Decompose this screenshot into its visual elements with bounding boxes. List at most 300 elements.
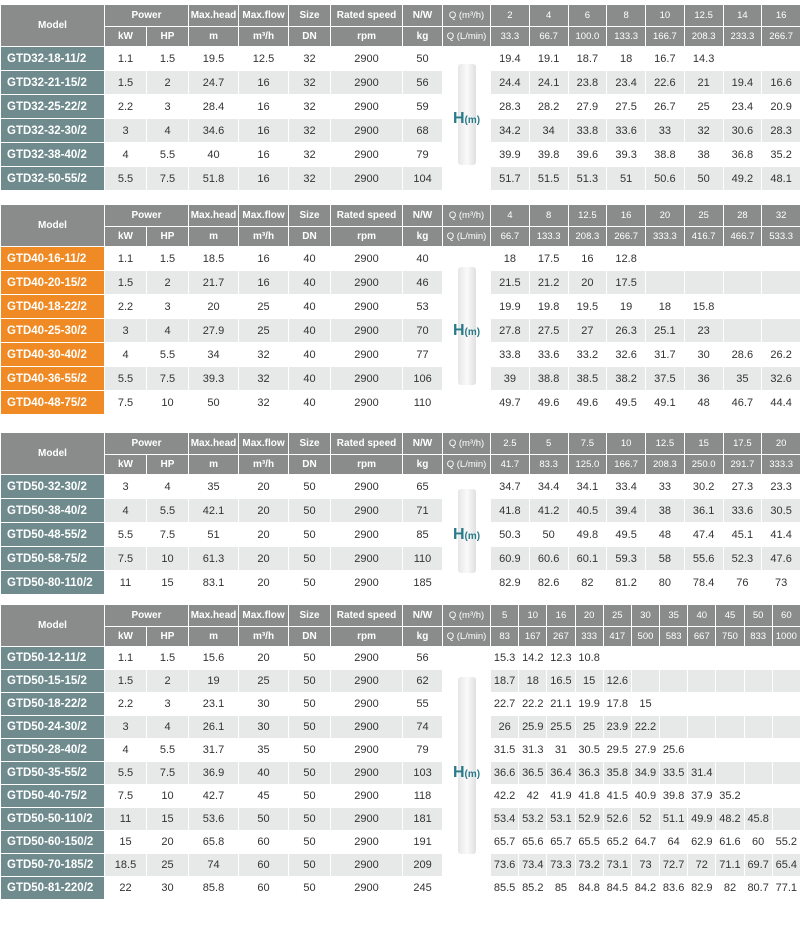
head-value: 64 — [660, 831, 688, 854]
head-value: 38.5 — [568, 367, 607, 391]
hp-header: HP — [147, 455, 189, 475]
hp-value: 1.5 — [147, 647, 189, 670]
head-value: 41.9 — [547, 785, 575, 808]
q-m3h-label: Q (m³/h) — [443, 605, 491, 627]
hp-value: 7.5 — [147, 167, 189, 191]
nw-value: 46 — [403, 271, 443, 295]
q-lmin-label: Q (L/min) — [443, 227, 491, 247]
head-value: 14.3 — [684, 47, 723, 71]
model-name: GTD50-24-30/2 — [1, 716, 105, 739]
head-value: 65.7 — [491, 831, 519, 854]
hp-value: 3 — [147, 295, 189, 319]
head-value: 78.4 — [684, 571, 723, 595]
head-symbol-unit: (m) — [464, 326, 481, 338]
maxflow-value: 16 — [239, 167, 289, 191]
head-value: 51.1 — [660, 808, 688, 831]
maxhead-unit: m — [189, 27, 239, 47]
head-value: 32.6 — [762, 367, 800, 391]
nw-value: 56 — [403, 647, 443, 670]
maxhead-value: 19 — [189, 670, 239, 693]
head-value: 36.3 — [575, 762, 603, 785]
q-m3h-value: 60 — [772, 605, 800, 627]
maxhead-value: 36.9 — [189, 762, 239, 785]
maxflow-value: 25 — [239, 319, 289, 343]
maxhead-value: 26.1 — [189, 716, 239, 739]
head-value — [684, 247, 723, 271]
head-value: 33.6 — [723, 499, 762, 523]
table-row — [1, 391, 800, 415]
head-value: 49.1 — [646, 391, 685, 415]
head-value: 39.6 — [568, 143, 607, 167]
nw-header: N/W — [403, 205, 443, 227]
q-lmin-value: 208.3 — [568, 227, 607, 247]
hp-value: 2 — [147, 271, 189, 295]
head-value: 33.8 — [568, 119, 607, 143]
maxhead-value: 28.4 — [189, 95, 239, 119]
q-lmin-value: 33.3 — [491, 27, 530, 47]
head-value: 52.3 — [723, 547, 762, 571]
nw-value: 209 — [403, 854, 443, 877]
kw-value: 22 — [105, 877, 147, 900]
model-name: GTD40-20-15/2 — [1, 271, 105, 295]
maxflow-value: 32 — [239, 367, 289, 391]
size-value: 40 — [289, 295, 331, 319]
q-lmin-value: 416.7 — [684, 227, 723, 247]
nw-value: 55 — [403, 693, 443, 716]
q-m3h-value: 5 — [491, 605, 519, 627]
head-value: 76 — [723, 571, 762, 595]
kw-value: 1.1 — [105, 247, 147, 271]
head-value — [762, 47, 800, 71]
kw-value: 11 — [105, 571, 147, 595]
speed-value: 2900 — [331, 367, 403, 391]
size-value: 40 — [289, 319, 331, 343]
kw-value: 2.2 — [105, 95, 147, 119]
head-symbol-unit: (m) — [464, 530, 481, 542]
head-value — [716, 762, 744, 785]
model-name: GTD32-32-30/2 — [1, 119, 105, 143]
q-m3h-value: 12.5 — [646, 433, 685, 455]
q-m3h-value: 12.5 — [568, 205, 607, 227]
q-lmin-value: 266.7 — [762, 27, 800, 47]
head-value: 52.9 — [575, 808, 603, 831]
size-unit: DN — [289, 27, 331, 47]
q-lmin-value: 125.0 — [568, 455, 607, 475]
head-value: 39 — [491, 367, 530, 391]
q-lmin-value: 166.7 — [607, 455, 646, 475]
head-value: 60.1 — [568, 547, 607, 571]
head-value: 25.5 — [547, 716, 575, 739]
header-row-1 — [1, 205, 800, 227]
head-value: 36.6 — [491, 762, 519, 785]
size-value: 50 — [289, 647, 331, 670]
head-value: 73.1 — [603, 854, 631, 877]
size-value: 32 — [289, 119, 331, 143]
head-value: 82 — [716, 877, 744, 900]
q-m3h-value: 2.5 — [491, 433, 530, 455]
head-symbol-letter: H — [452, 525, 465, 543]
kw-value: 1.1 — [105, 47, 147, 71]
table-row — [1, 716, 800, 739]
q-m3h-value: 35 — [660, 605, 688, 627]
kw-value: 1.5 — [105, 670, 147, 693]
head-value — [723, 47, 762, 71]
head-value: 33.6 — [607, 119, 646, 143]
head-value: 19.5 — [568, 295, 607, 319]
hp-value: 1.5 — [147, 47, 189, 71]
kw-value: 4 — [105, 143, 147, 167]
head-value: 38.8 — [646, 143, 685, 167]
head-value: 49.8 — [568, 523, 607, 547]
head-symbol — [443, 322, 490, 340]
hp-value: 2 — [147, 670, 189, 693]
hp-value: 2 — [147, 71, 189, 95]
kw-header: kW — [105, 627, 147, 647]
maxflow-value: 32 — [239, 343, 289, 367]
head-value: 47.4 — [684, 523, 723, 547]
nw-value: 40 — [403, 247, 443, 271]
table-row — [1, 71, 800, 95]
head-value: 49.6 — [529, 391, 568, 415]
spec-table-3 — [0, 432, 800, 595]
q-lmin-value: 333 — [575, 627, 603, 647]
hp-value: 20 — [147, 831, 189, 854]
maxflow-value: 35 — [239, 739, 289, 762]
maxhead-value: 34 — [189, 343, 239, 367]
spec-table-4 — [0, 604, 800, 900]
q-lmin-value: 100.0 — [568, 27, 607, 47]
speed-value: 2900 — [331, 523, 403, 547]
head-symbol-cell — [443, 47, 491, 191]
q-lmin-value: 66.7 — [491, 227, 530, 247]
head-value: 18 — [646, 295, 685, 319]
nw-value: 185 — [403, 571, 443, 595]
head-value: 31.3 — [519, 739, 547, 762]
head-value: 49.2 — [723, 167, 762, 191]
head-value: 27.5 — [529, 319, 568, 343]
head-value: 31.7 — [646, 343, 685, 367]
q-m3h-value: 45 — [716, 605, 744, 627]
head-symbol-unit: (m) — [464, 114, 481, 126]
head-value: 38 — [646, 499, 685, 523]
nw-value: 110 — [403, 391, 443, 415]
maxflow-value: 30 — [239, 716, 289, 739]
maxflow-value: 16 — [239, 247, 289, 271]
head-value — [660, 670, 688, 693]
model-header: Model — [1, 433, 105, 475]
maxhead-header: Max.head — [189, 205, 239, 227]
q-lmin-value: 83 — [491, 627, 519, 647]
table-row — [1, 571, 800, 595]
size-value: 40 — [289, 367, 331, 391]
maxflow-value: 12.5 — [239, 47, 289, 71]
model-name: GTD32-18-11/2 — [1, 47, 105, 71]
model-header: Model — [1, 205, 105, 247]
head-value: 59.3 — [607, 547, 646, 571]
maxhead-value: 20 — [189, 295, 239, 319]
head-value: 82.6 — [529, 571, 568, 595]
head-value: 15 — [631, 693, 659, 716]
head-symbol-unit: (m) — [464, 769, 481, 780]
head-value: 60.6 — [529, 547, 568, 571]
head-value: 27.8 — [491, 319, 530, 343]
table-row — [1, 785, 800, 808]
head-value: 51 — [607, 167, 646, 191]
q-m3h-value: 8 — [529, 205, 568, 227]
head-value: 39.4 — [607, 499, 646, 523]
kw-value: 2.2 — [105, 693, 147, 716]
nw-unit: kg — [403, 455, 443, 475]
q-lmin-value: 167 — [519, 627, 547, 647]
speed-value: 2900 — [331, 716, 403, 739]
q-m3h-value: 40 — [688, 605, 716, 627]
speed-value: 2900 — [331, 475, 403, 499]
kw-value: 5.5 — [105, 367, 147, 391]
head-value: 33.6 — [529, 343, 568, 367]
model-name: GTD40-36-55/2 — [1, 367, 105, 391]
size-value: 50 — [289, 523, 331, 547]
maxhead-value: 51.8 — [189, 167, 239, 191]
head-value: 73.3 — [547, 854, 575, 877]
kw-value: 18.5 — [105, 854, 147, 877]
head-value: 58 — [646, 547, 685, 571]
maxhead-value: 34.6 — [189, 119, 239, 143]
head-value — [762, 295, 800, 319]
head-value: 77.1 — [772, 877, 800, 900]
head-value: 48.2 — [716, 808, 744, 831]
head-value: 60.9 — [491, 547, 530, 571]
head-value: 37.9 — [688, 785, 716, 808]
q-m3h-value: 10 — [519, 605, 547, 627]
maxhead-value: 50 — [189, 391, 239, 415]
table-row — [1, 808, 800, 831]
head-value: 20 — [568, 271, 607, 295]
maxhead-value: 21.7 — [189, 271, 239, 295]
kw-value: 7.5 — [105, 785, 147, 808]
head-value: 18.7 — [568, 47, 607, 71]
kw-value: 1.5 — [105, 271, 147, 295]
maxhead-value: 53.6 — [189, 808, 239, 831]
head-value: 84.2 — [631, 877, 659, 900]
header-row-2 — [1, 455, 800, 475]
hp-value: 4 — [147, 319, 189, 343]
hp-value: 5.5 — [147, 143, 189, 167]
size-value: 50 — [289, 693, 331, 716]
head-value: 41.4 — [762, 523, 800, 547]
speed-value: 2900 — [331, 319, 403, 343]
speed-value: 2900 — [331, 877, 403, 900]
maxflow-header: Max.flow — [239, 5, 289, 27]
head-value: 17.5 — [607, 271, 646, 295]
maxflow-value: 25 — [239, 670, 289, 693]
size-value: 32 — [289, 167, 331, 191]
header-row-2 — [1, 627, 800, 647]
head-value — [716, 647, 744, 670]
head-value: 81.2 — [607, 571, 646, 595]
head-value: 41.8 — [491, 499, 530, 523]
head-value: 25 — [684, 95, 723, 119]
kw-value: 3 — [105, 716, 147, 739]
size-value: 50 — [289, 739, 331, 762]
table-row — [1, 143, 800, 167]
head-value: 55.6 — [684, 547, 723, 571]
nw-value: 118 — [403, 785, 443, 808]
q-m3h-value: 32 — [762, 205, 800, 227]
model-name: GTD50-32-30/2 — [1, 475, 105, 499]
size-value: 50 — [289, 877, 331, 900]
kw-value: 11 — [105, 808, 147, 831]
head-value: 84.8 — [575, 877, 603, 900]
head-value: 21.5 — [491, 271, 530, 295]
model-name: GTD32-38-40/2 — [1, 143, 105, 167]
head-value: 35.2 — [762, 143, 800, 167]
head-value: 65.6 — [519, 831, 547, 854]
speed-value: 2900 — [331, 71, 403, 95]
speed-header: Rated speed — [331, 605, 403, 627]
model-name: GTD50-80-110/2 — [1, 571, 105, 595]
q-lmin-value: 667 — [688, 627, 716, 647]
q-m3h-value: 12.5 — [684, 5, 723, 27]
head-value: 16 — [568, 247, 607, 271]
head-value: 14.2 — [519, 647, 547, 670]
table-row — [1, 119, 800, 143]
q-m3h-value: 16 — [762, 5, 800, 27]
speed-value: 2900 — [331, 143, 403, 167]
table-row — [1, 739, 800, 762]
maxhead-value: 61.3 — [189, 547, 239, 571]
maxhead-value: 27.9 — [189, 319, 239, 343]
speed-value: 2900 — [331, 762, 403, 785]
head-value — [772, 670, 800, 693]
head-value: 41.5 — [603, 785, 631, 808]
table-row — [1, 167, 800, 191]
model-name: GTD50-38-40/2 — [1, 499, 105, 523]
kw-value: 4 — [105, 739, 147, 762]
q-lmin-label: Q (L/min) — [443, 627, 491, 647]
model-name: GTD50-60-150/2 — [1, 831, 105, 854]
head-value: 51.7 — [491, 167, 530, 191]
size-value: 50 — [289, 499, 331, 523]
head-value — [744, 739, 772, 762]
head-value: 49.5 — [607, 391, 646, 415]
hp-value: 5.5 — [147, 499, 189, 523]
head-value: 51.3 — [568, 167, 607, 191]
head-value — [716, 693, 744, 716]
kw-value: 5.5 — [105, 762, 147, 785]
q-m3h-value: 10 — [607, 433, 646, 455]
head-value: 65.2 — [603, 831, 631, 854]
maxhead-value: 65.8 — [189, 831, 239, 854]
size-value: 50 — [289, 831, 331, 854]
maxflow-value: 16 — [239, 143, 289, 167]
hp-value: 4 — [147, 716, 189, 739]
maxhead-value: 23.1 — [189, 693, 239, 716]
kw-value: 7.5 — [105, 547, 147, 571]
maxhead-value: 39.3 — [189, 367, 239, 391]
head-value — [762, 319, 800, 343]
head-value: 23.9 — [603, 716, 631, 739]
head-value: 41.8 — [575, 785, 603, 808]
q-lmin-value: 500 — [631, 627, 659, 647]
q-m3h-value: 20 — [646, 205, 685, 227]
head-value: 65.4 — [772, 854, 800, 877]
nw-header: N/W — [403, 605, 443, 627]
maxflow-value: 20 — [239, 523, 289, 547]
head-value: 38.8 — [529, 367, 568, 391]
head-value: 25.9 — [519, 716, 547, 739]
nw-value: 56 — [403, 71, 443, 95]
head-value: 64.7 — [631, 831, 659, 854]
head-value: 31.5 — [491, 739, 519, 762]
q-m3h-value: 50 — [744, 605, 772, 627]
head-value: 30.5 — [762, 499, 800, 523]
q-m3h-value: 10 — [646, 5, 685, 27]
maxhead-value: 83.1 — [189, 571, 239, 595]
hp-value: 25 — [147, 854, 189, 877]
speed-value: 2900 — [331, 808, 403, 831]
head-value: 82.9 — [688, 877, 716, 900]
q-lmin-value: 41.7 — [491, 455, 530, 475]
kw-value: 1.1 — [105, 647, 147, 670]
head-value: 30.2 — [684, 475, 723, 499]
maxhead-value: 31.7 — [189, 739, 239, 762]
hp-value: 10 — [147, 391, 189, 415]
maxflow-value: 16 — [239, 71, 289, 95]
head-value: 52.6 — [603, 808, 631, 831]
head-value: 34.9 — [631, 762, 659, 785]
kw-value: 1.5 — [105, 71, 147, 95]
nw-value: 85 — [403, 523, 443, 547]
model-name: GTD50-50-110/2 — [1, 808, 105, 831]
maxflow-value: 60 — [239, 877, 289, 900]
maxhead-value: 18.5 — [189, 247, 239, 271]
speed-value: 2900 — [331, 739, 403, 762]
hp-header: HP — [147, 627, 189, 647]
table-row — [1, 475, 800, 499]
maxflow-value: 30 — [239, 693, 289, 716]
head-value: 50.3 — [491, 523, 530, 547]
head-value: 51.5 — [529, 167, 568, 191]
head-value: 61.6 — [716, 831, 744, 854]
head-value: 65.5 — [575, 831, 603, 854]
head-value: 85 — [547, 877, 575, 900]
speed-value: 2900 — [331, 831, 403, 854]
hp-value: 3 — [147, 693, 189, 716]
maxflow-unit: m³/h — [239, 227, 289, 247]
model-name: GTD40-25-30/2 — [1, 319, 105, 343]
table-row — [1, 343, 800, 367]
kw-value: 3 — [105, 475, 147, 499]
nw-value: 70 — [403, 319, 443, 343]
head-value: 18 — [491, 247, 530, 271]
speed-unit: rpm — [331, 455, 403, 475]
head-value — [716, 716, 744, 739]
maxhead-unit: m — [189, 627, 239, 647]
head-value: 47.6 — [762, 547, 800, 571]
head-value: 83.6 — [660, 877, 688, 900]
head-value: 16.5 — [547, 670, 575, 693]
head-value: 48 — [684, 391, 723, 415]
maxhead-value: 24.7 — [189, 71, 239, 95]
head-value: 21.1 — [547, 693, 575, 716]
head-value: 69.7 — [744, 854, 772, 877]
model-name: GTD32-50-55/2 — [1, 167, 105, 191]
maxhead-value: 42.1 — [189, 499, 239, 523]
nw-value: 103 — [403, 762, 443, 785]
maxflow-value: 16 — [239, 95, 289, 119]
power-header: Power — [105, 205, 189, 227]
head-value — [772, 785, 800, 808]
